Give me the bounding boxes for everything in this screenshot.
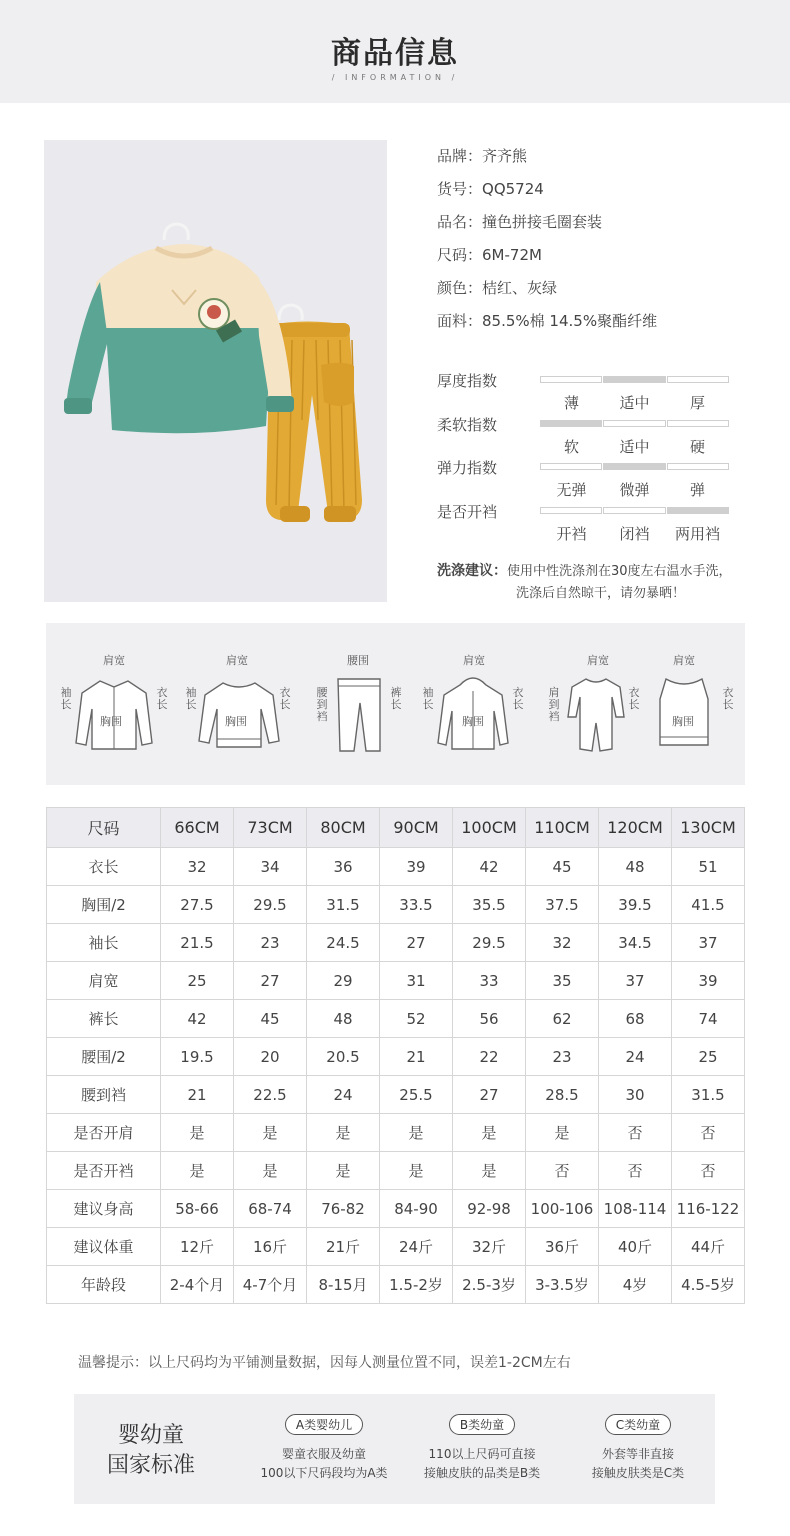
table-cell: 68 <box>599 1000 672 1038</box>
table-row <box>47 848 745 886</box>
row-label: 袖长 <box>47 924 161 962</box>
table-cell: 31.5 <box>307 886 380 924</box>
table-cell: 23 <box>234 924 307 962</box>
table-cell: 是 <box>234 1152 307 1190</box>
table-cell: 22.5 <box>234 1076 307 1114</box>
table-cell: 37.5 <box>526 886 599 924</box>
table-cell: 3-3.5岁 <box>526 1266 599 1304</box>
info-brand: 品牌：齐齐熊 <box>437 147 528 165</box>
table-row <box>47 1228 745 1266</box>
diagram-romper: 肩宽 肩到裆 衣长 <box>540 623 656 785</box>
table-cell: 56 <box>453 1000 526 1038</box>
table-cell: 否 <box>672 1152 745 1190</box>
table-cell: 是 <box>380 1114 453 1152</box>
index-bar <box>540 376 729 383</box>
table-cell: 19.5 <box>161 1038 234 1076</box>
size-table <box>46 807 745 1304</box>
table-cell: 39.5 <box>599 886 672 924</box>
table-cell: 24.5 <box>307 924 380 962</box>
table-cell: 76-82 <box>307 1190 380 1228</box>
standard-class-b: B类幼童 110以上尺码可直接 接触皮肤的品类是B类 <box>412 1414 552 1483</box>
table-cell: 30 <box>599 1076 672 1114</box>
table-cell: 36 <box>307 848 380 886</box>
info-color: 颜色：桔红、灰绿 <box>437 279 558 297</box>
table-cell: 27 <box>380 924 453 962</box>
section-title: 商品信息 <box>331 36 459 71</box>
index-thickness: 厚度指数 薄 适中 厚 <box>437 370 737 414</box>
index-bar <box>540 507 729 514</box>
table-cell: 是 <box>380 1152 453 1190</box>
row-label: 裤长 <box>47 1000 161 1038</box>
row-label: 肩宽 <box>47 962 161 1000</box>
table-cell: 2-4个月 <box>161 1266 234 1304</box>
table-cell: 22 <box>453 1038 526 1076</box>
standard-class-a: A类婴幼儿 婴童衣服及幼童 100以下尺码段均为A类 <box>254 1414 394 1483</box>
info-size: 尺码：6M-72M <box>437 246 542 264</box>
wash-advice: 洗涤建议：使用中性洗涤剂在30度左右温水手洗， 洗涤后自然晾干，请勿暴晒！ <box>437 563 732 601</box>
row-label: 腰到裆 <box>47 1076 161 1114</box>
romper-icon <box>566 673 626 755</box>
index-bar <box>540 463 729 470</box>
table-cell: 29 <box>307 962 380 1000</box>
table-cell: 100-106 <box>526 1190 599 1228</box>
diagram-hoodie: 肩宽 袖长 衣长 胸围 <box>416 623 532 785</box>
row-label: 年龄段 <box>47 1266 161 1304</box>
table-cell: 8-15月 <box>307 1266 380 1304</box>
table-cell: 12斤 <box>161 1228 234 1266</box>
table-cell: 108-114 <box>599 1190 672 1228</box>
table-cell: 是 <box>234 1114 307 1152</box>
section-subtitle: / INFORMATION / <box>331 73 459 82</box>
table-cell: 2.5-3岁 <box>453 1266 526 1304</box>
table-cell: 否 <box>526 1152 599 1190</box>
table-cell: 27 <box>234 962 307 1000</box>
table-cell: 32 <box>526 924 599 962</box>
table-cell: 29.5 <box>234 886 307 924</box>
section-header <box>0 0 790 103</box>
vest-icon <box>656 673 712 751</box>
table-cell: 31.5 <box>672 1076 745 1114</box>
table-cell: 84-90 <box>380 1190 453 1228</box>
table-cell: 34.5 <box>599 924 672 962</box>
table-cell: 45 <box>526 848 599 886</box>
table-cell: 42 <box>453 848 526 886</box>
info-fabric: 面料：85.5%棉 14.5%聚酯纤维 <box>437 312 658 330</box>
standard-title: 婴幼童 国家标准 <box>106 1423 195 1478</box>
product-info <box>437 145 657 343</box>
table-cell: 4-7个月 <box>234 1266 307 1304</box>
table-cell: 25 <box>672 1038 745 1076</box>
class-badge: A类婴幼儿 <box>285 1414 363 1435</box>
table-cell: 是 <box>307 1114 380 1152</box>
row-label: 是否开肩 <box>47 1114 161 1152</box>
table-cell: 28.5 <box>526 1076 599 1114</box>
pants-icon <box>334 673 384 755</box>
row-label: 衣长 <box>47 848 161 886</box>
table-cell: 否 <box>599 1114 672 1152</box>
table-cell: 42 <box>161 1000 234 1038</box>
table-cell: 36斤 <box>526 1228 599 1266</box>
table-cell: 否 <box>599 1152 672 1190</box>
diagram-shirt: 肩宽 袖长 衣长 胸围 <box>56 623 172 785</box>
table-cell: 92-98 <box>453 1190 526 1228</box>
table-cell: 25.5 <box>380 1076 453 1114</box>
table-cell: 37 <box>672 924 745 962</box>
table-cell: 16斤 <box>234 1228 307 1266</box>
index-crotch: 是否开裆 开裆 闭裆 两用裆 <box>437 501 737 545</box>
table-cell: 是 <box>307 1152 380 1190</box>
table-cell: 21 <box>161 1076 234 1114</box>
table-row <box>47 1114 745 1152</box>
national-standard <box>74 1394 715 1504</box>
table-row <box>47 1000 745 1038</box>
table-cell: 27 <box>453 1076 526 1114</box>
table-cell: 35.5 <box>453 886 526 924</box>
info-sku: 货号：QQ5724 <box>437 180 544 198</box>
table-cell: 48 <box>599 848 672 886</box>
measurement-tip: 温馨提示：以上尺码均为平铺测量数据，因每人测量位置不同，误差1-2CM左右 <box>78 1355 571 1371</box>
table-cell: 29.5 <box>453 924 526 962</box>
class-badge: B类幼童 <box>449 1414 515 1435</box>
table-row <box>47 886 745 924</box>
table-cell: 否 <box>672 1114 745 1152</box>
table-cell: 52 <box>380 1000 453 1038</box>
table-cell: 21斤 <box>307 1228 380 1266</box>
table-cell: 74 <box>672 1000 745 1038</box>
table-cell: 39 <box>380 848 453 886</box>
table-cell: 4岁 <box>599 1266 672 1304</box>
table-cell: 44斤 <box>672 1228 745 1266</box>
row-label: 建议体重 <box>47 1228 161 1266</box>
table-row <box>47 1076 745 1114</box>
row-label: 建议身高 <box>47 1190 161 1228</box>
measurement-diagrams <box>46 623 745 785</box>
table-cell: 24 <box>599 1038 672 1076</box>
standard-class-c: C类幼童 外套等非直接 接触皮肤类是C类 <box>568 1414 708 1483</box>
index-softness: 柔软指数 软 适中 硬 <box>437 414 737 458</box>
table-cell: 62 <box>526 1000 599 1038</box>
table-cell: 68-74 <box>234 1190 307 1228</box>
table-row <box>47 1266 745 1304</box>
table-cell: 21 <box>380 1038 453 1076</box>
table-cell: 是 <box>526 1114 599 1152</box>
row-label: 胸围/2 <box>47 886 161 924</box>
table-row <box>47 924 745 962</box>
row-label: 是否开裆 <box>47 1152 161 1190</box>
table-cell: 39 <box>672 962 745 1000</box>
table-cell: 27.5 <box>161 886 234 924</box>
table-cell: 32 <box>161 848 234 886</box>
table-cell: 24斤 <box>380 1228 453 1266</box>
table-cell: 48 <box>307 1000 380 1038</box>
index-elasticity: 弹力指数 无弹 微弹 弹 <box>437 457 737 501</box>
table-cell: 58-66 <box>161 1190 234 1228</box>
table-cell: 41.5 <box>672 886 745 924</box>
table-cell: 24 <box>307 1076 380 1114</box>
table-row <box>47 1152 745 1190</box>
info-name: 品名：撞色拼接毛圈套装 <box>437 213 603 231</box>
table-cell: 4.5-5岁 <box>672 1266 745 1304</box>
table-cell: 21.5 <box>161 924 234 962</box>
diagram-sweater: 肩宽 袖长 衣长 胸围 <box>179 623 295 785</box>
table-cell: 是 <box>161 1114 234 1152</box>
table-cell: 是 <box>453 1114 526 1152</box>
table-cell: 33.5 <box>380 886 453 924</box>
index-bar <box>540 420 729 427</box>
table-cell: 20 <box>234 1038 307 1076</box>
table-cell: 20.5 <box>307 1038 380 1076</box>
diagram-pants: 腰围 腰到裆 裤长 <box>300 623 416 785</box>
table-cell: 34 <box>234 848 307 886</box>
table-cell: 23 <box>526 1038 599 1076</box>
class-badge: C类幼童 <box>605 1414 671 1435</box>
table-cell: 32斤 <box>453 1228 526 1266</box>
table-cell: 45 <box>234 1000 307 1038</box>
table-cell: 116-122 <box>672 1190 745 1228</box>
product-photo <box>44 140 387 602</box>
table-row <box>47 1038 745 1076</box>
table-cell: 31 <box>380 962 453 1000</box>
table-cell: 25 <box>161 962 234 1000</box>
table-row <box>47 1190 745 1228</box>
size-table-header: 尺码 66CM 73CM 80CM 90CM 100CM 110CM 120CM 130CM <box>47 808 745 848</box>
diagram-vest: 肩宽 衣长 胸围 <box>626 623 742 785</box>
table-cell: 33 <box>453 962 526 1000</box>
table-cell: 37 <box>599 962 672 1000</box>
table-row <box>47 962 745 1000</box>
table-cell: 是 <box>453 1152 526 1190</box>
table-cell: 35 <box>526 962 599 1000</box>
table-cell: 是 <box>161 1152 234 1190</box>
table-cell: 1.5-2岁 <box>380 1266 453 1304</box>
table-cell: 51 <box>672 848 745 886</box>
table-cell: 40斤 <box>599 1228 672 1266</box>
row-label: 腰围/2 <box>47 1038 161 1076</box>
